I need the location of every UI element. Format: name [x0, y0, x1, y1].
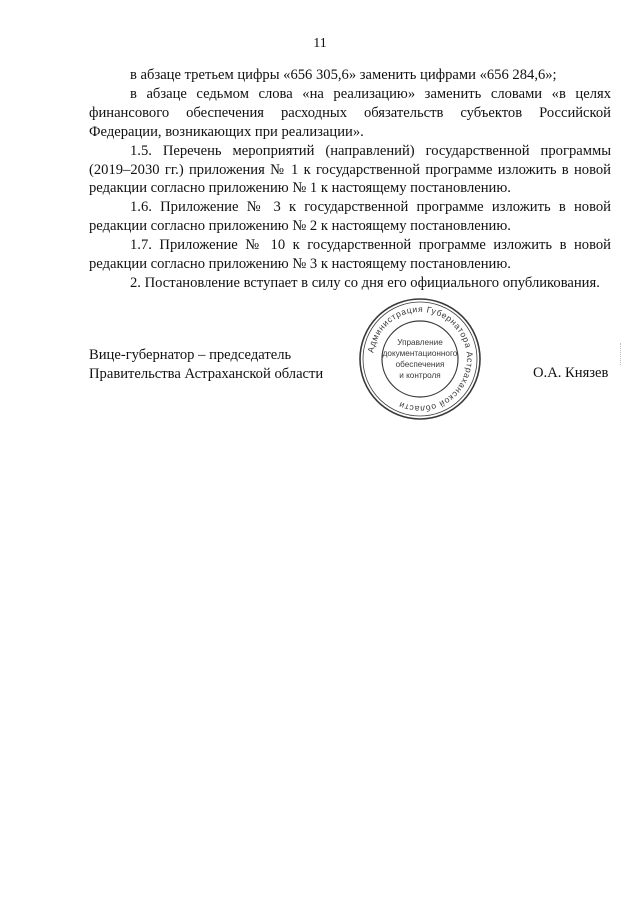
stamp-ring-path: Администрация Губернатора Астраханской области — [365, 303, 476, 415]
paragraph: 1.5. Перечень мероприятий (направлений) государственной программы (2019–2030 гг.) приложения № 1 к государственной программе изложить в новой редакции согласно приложению № 1 к настоящему постановлению. — [89, 142, 611, 197]
signatory-name: О.А. Князев — [533, 365, 609, 381]
signatory-position — [89, 346, 349, 383]
stamp-center-line: Управление — [397, 338, 443, 347]
official-stamp — [357, 296, 483, 422]
paragraph: 2. Постановление вступает в силу со дня его официального опубликования. — [130, 274, 600, 291]
paragraph: 1.6. Приложение № 3 к государственной программе изложить в новой редакции согласно приложению № 2 к настоящему постановлению. — [89, 199, 611, 235]
paragraph: 1.7. Приложение № 10 к государственной программе изложить в новой редакции согласно приложению № 3 к настоящему постановлению. — [89, 237, 611, 273]
stamp-center-line: документационного — [382, 349, 458, 358]
scan-edge-mark — [620, 343, 623, 365]
paragraph: в абзаце третьем цифры «656 305,6» заменить цифрами «656 284,6»; — [130, 67, 557, 83]
page-number: 11 — [313, 36, 327, 51]
body-text — [89, 66, 611, 293]
stamp-center-line: обеспечения — [395, 360, 445, 369]
signatory-position-line: Вице-губернатор – председатель — [89, 347, 292, 363]
signatory-position-line: Правительства Астраханской области — [89, 365, 324, 382]
stamp-center-line: и контроля — [399, 371, 441, 380]
paragraph: в абзаце седьмом слова «на реализацию» заменить словами «в целях финансового обеспечения расходных обязательств субъектов Российской Федерации, возникающих при реализации». — [89, 85, 611, 140]
